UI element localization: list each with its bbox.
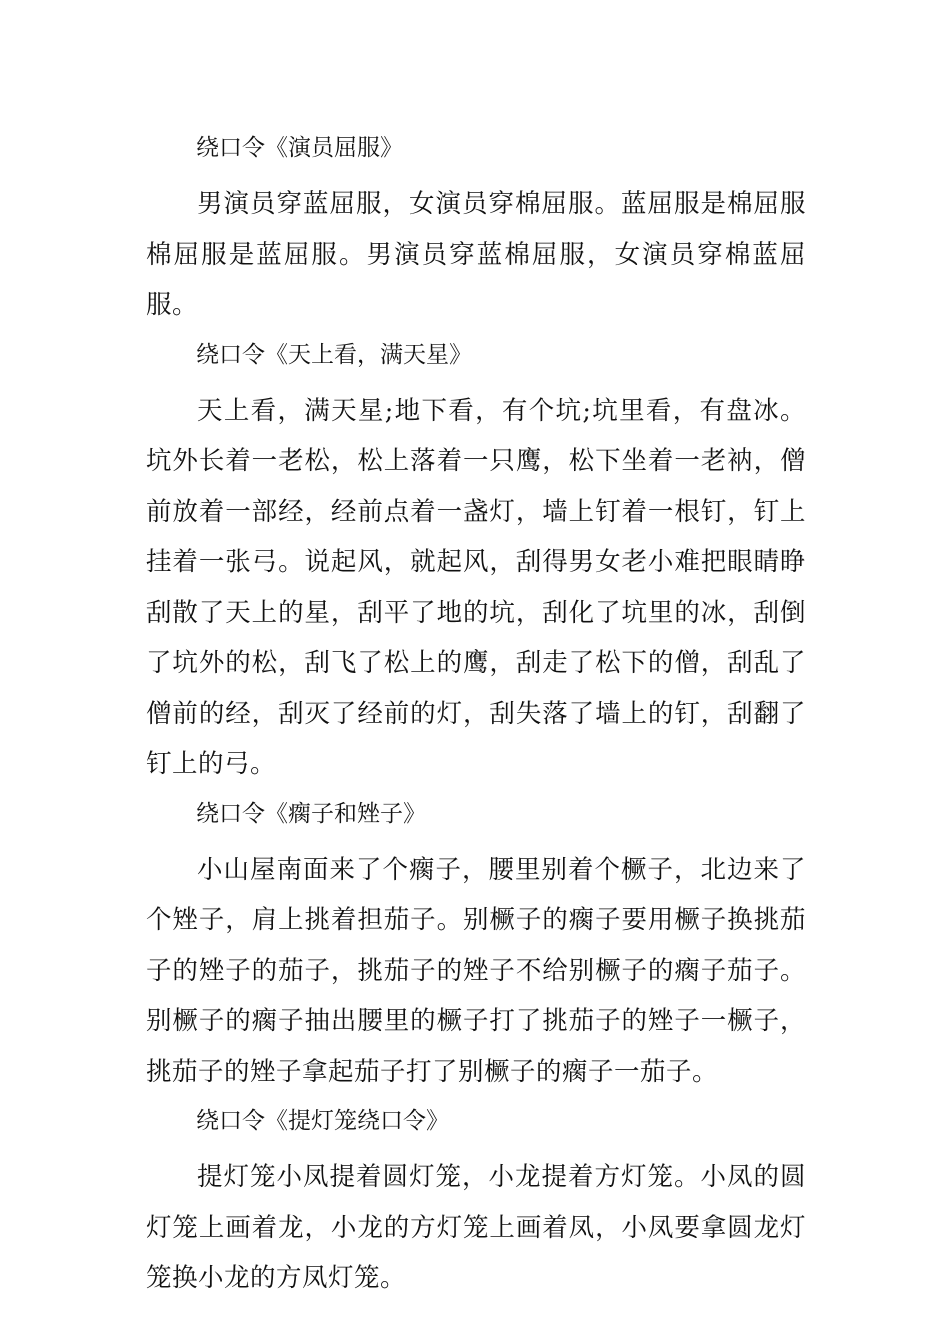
section-title-4: 绕口令《提灯笼绕口令》 xyxy=(196,1108,449,1134)
section-title-1: 绕口令《演员屈服》 xyxy=(196,135,403,161)
section-title-3: 绕口令《瘸子和矬子》 xyxy=(196,800,426,827)
section-title-2: 绕口令《天上看，满天星》 xyxy=(196,341,472,368)
section-body-4: 提灯笼小凤提着圆灯笼，小龙提着方灯笼。小凤的圆灯笼上画着龙，小龙的方灯笼上画着凤，小凤要拿圆龙灯笼换小龙的方凤灯笼。 xyxy=(146,1162,806,1293)
document-body xyxy=(146,128,806,1308)
section-body-1: 男演员穿蓝屈服，女演员穿棉屈服。蓝屈服是棉屈服棉屈服是蓝屈服。男演员穿蓝棉屈服，女演员穿棉蓝屈服。 xyxy=(146,189,806,320)
section-body-3: 小山屋南面来了个瘸子，腰里别着个橛子，北边来了个矬子，肩上挑着担茄子。别橛子的瘸子要用橛子换挑茄子的矬子的茄子，挑茄子的矬子不给别橛子的瘸子茄子。别橛子的瘸子抽出腰里的橛子打了挑茄子的矬子一橛子，挑茄子的矬子拿起茄子打了别橛子的瘸子一茄子。 xyxy=(146,854,806,1087)
section-body-2: 天上看，满天星;地下看，有个坑;坑里看，有盘冰。坑外长着一老松，松上落着一只鹰，松下坐着一老衲，僧前放着一部经，经前点着一盏灯，墙上钉着一根钉，钉上挂着一张弓。说起风，就起风，刮得男女老小难把眼睛睁刮散了天上的星，刮平了地的坑，刮化了坑里的冰，刮倒了坑外的松，刮飞了松上的鹰，刮走了松下的僧，刮乱了僧前的经，刮灭了经前的灯，刮失落了墙上的钉，刮翻了钉上的弓。 xyxy=(146,395,806,779)
